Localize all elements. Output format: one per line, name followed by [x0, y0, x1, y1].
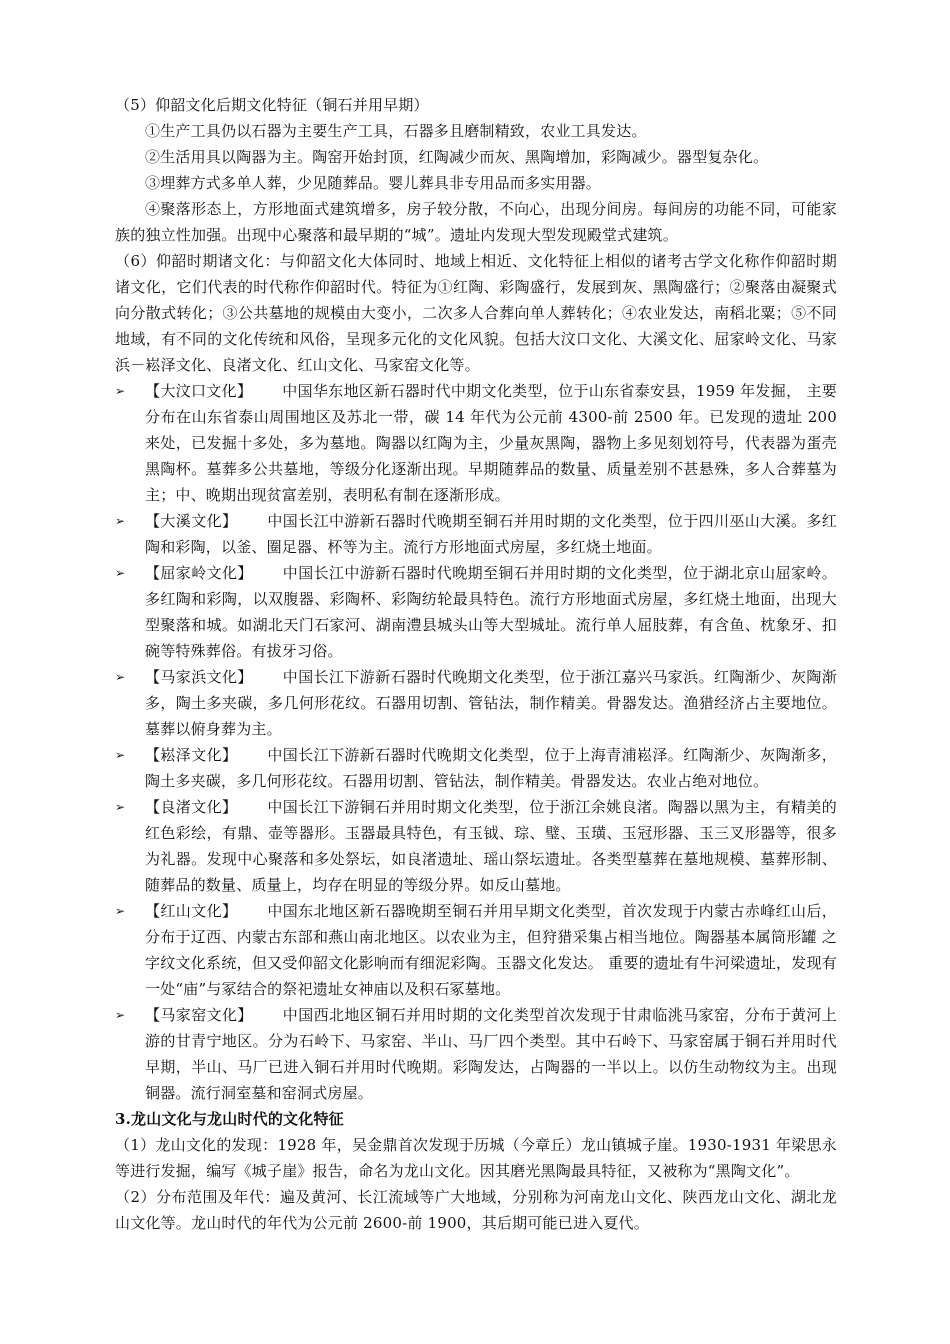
section-5-item: ②生活用具以陶器为主。陶窑开始封顶，红陶减少而灰、黑陶增加，彩陶减少。器型复杂化。: [145, 148, 769, 166]
culture-name: 【大汶口文化】: [145, 382, 253, 400]
arrow-bullet-icon: ➢: [115, 384, 126, 398]
culture-item: [115, 378, 837, 508]
section-5-item: ③埋葬方式多单人葬，少见随葬品。婴儿葬具非专用品而多实用器。: [145, 174, 602, 192]
culture-item: [115, 742, 837, 794]
culture-item: [115, 560, 837, 664]
culture-name: 【崧泽文化】: [145, 746, 238, 764]
culture-description: 中国长江中游新石器时代晚期至铜石并用时期的文化类型，位于湖北京山屈家岭。多红陶和彩陶，以双腹器、彩陶杯、彩陶纺轮最具特色。流行方形地面式房屋，多红烧土地面，出现大型聚落和城。如湖北天门石家河、湖南澧县城头山等大型城址。流行单人屈肢葬，有含鱼、枕象牙、扣碗等特殊葬俗。有拔牙习俗。: [145, 564, 837, 660]
culture-description: 中国长江下游铜石并用时期文化类型，位于浙江余姚良渚。陶器以黑为主，有精美的红色彩绘，有鼎、壶等器形。玉器最具特色，有玉钺、琮、璧、玉璜、玉冠形器、玉三叉形器等，很多为礼器。发现中心聚落和多处祭坛，如良渚遗址、瑶山祭坛遗址。各类型墓葬在墓地规模、墓葬形制、随葬品的数量、质量上，均存在明显的等级分界。如反山墓地。: [145, 798, 838, 894]
arrow-bullet-icon: ➢: [115, 748, 126, 762]
culture-name: 【马家浜文化】: [145, 668, 253, 686]
culture-item: [115, 898, 837, 1002]
culture-description: 中国西北地区铜石并用时期的文化类型首次发现于甘肃临洮马家窑，分布于黄河上游的甘青宁地区。分为石岭下、马家窑、半山、马厂四个类型。其中石岭下、马家窑属于铜石并用时代早期，半山、马厂已进入铜石并用时代晚期。彩陶发达，占陶器的一半以上。以仿生动物纹为主。出现铜器。流行洞室墓和窑洞式房屋。: [145, 1006, 837, 1102]
arrow-bullet-icon: ➢: [115, 514, 126, 528]
culture-name: 【马家窑文化】: [145, 1006, 253, 1024]
section-5-item: ④聚落形态上，方形地面式建筑增多，房子较分散，不向心，出现分间房。每间房的功能不同，可能家族的独立性加强。出现中心聚落和最早期的“城”。遗址内发现大型发现殿堂式建筑。: [115, 200, 837, 244]
arrow-bullet-icon: ➢: [115, 904, 126, 918]
arrow-bullet-icon: ➢: [115, 566, 126, 580]
arrow-bullet-icon: ➢: [115, 800, 126, 814]
culture-name: 【屈家岭文化】: [145, 564, 253, 582]
section-3-paragraph: （1）龙山文化的发现：1928 年，吴金鼎首次发现于历城（今章丘）龙山镇城子崖。1930-1931 年梁思永等进行发掘，编写《城子崖》报告，命名为龙山文化。因其磨光黑陶最具特征，又被称为“黑陶文化”。: [115, 1136, 837, 1180]
culture-item: [115, 794, 837, 898]
section-6-paragraph: （6）仰韶时期诸文化：与仰韶文化大体同时、地域上相近、文化特征上相似的诸考古学文化称作仰韶时期诸文化，它们代表的时代称作仰韶时代。特征为①红陶、彩陶盛行，发展到灰、黑陶盛行；②聚落由凝聚式向分散式转化；③公共墓地的规模由大变小，二次多人合葬向单人葬转化；④农业发达，南稻北粟；⑤不同地域，有不同的文化传统和风俗，呈现多元化的文化风貌。包括大汶口文化、大溪文化、屈家岭文化、马家浜－崧泽文化、良渚文化、红山文化、马家窑文化等。: [115, 252, 837, 374]
culture-item: [115, 1002, 837, 1106]
arrow-bullet-icon: ➢: [115, 670, 126, 684]
section-5-title: （5）仰韶文化后期文化特征（铜石并用早期）: [115, 96, 429, 114]
culture-description: 中国长江中游新石器时代晚期至铜石并用时期的文化类型，位于四川巫山大溪。多红陶和彩陶，以釜、圈足器、杯等为主。流行方形地面式房屋，多红烧土地面。: [145, 512, 838, 556]
section-3-title: 3.龙山文化与龙山时代的文化特征: [115, 1110, 344, 1128]
culture-item: [115, 508, 837, 560]
culture-description: 中国东北地区新石器晚期至铜石并用早期文化类型，首次发现于内蒙古赤峰红山后，分布于辽西、内蒙古东部和燕山南北地区。以农业为主，但狩猎采集占相当地位。陶器基本属筒形罐 之 字纹文化系统，但又受仰韶文化影响而有细泥彩陶。玉器文化发达。 重要的遗址有牛河梁遗址，发现有一处“庙”与冢结合的祭祀遗址女神庙以及积石冢墓地。: [145, 902, 838, 998]
arrow-bullet-icon: ➢: [115, 1008, 126, 1022]
culture-name: 【良渚文化】: [145, 798, 238, 816]
section-5-item: ①生产工具仍以石器为主要生产工具，石器多且磨制精致，农业工具发达。: [145, 122, 647, 140]
culture-name: 【大溪文化】: [145, 512, 238, 530]
document-page: [115, 92, 837, 1236]
culture-name: 【红山文化】: [145, 902, 238, 920]
culture-description: 中国长江下游新石器时代晚期文化类型，位于浙江嘉兴马家浜。红陶渐少、灰陶渐多，陶土多夹碳，多几何形花纹。石器用切割、管钻法，制作精美。骨器发达。渔猎经济占主要地位。墓葬以俯身葬为主。: [145, 668, 837, 738]
section-3-paragraph: （2）分布范围及年代：遍及黄河、长江流域等广大地域，分别称为河南龙山文化、陕西龙山文化、湖北龙山文化等。龙山时代的年代为公元前 2600-前 1900，其后期可能已进入夏代。: [115, 1188, 837, 1232]
culture-description: 中国长江下游新石器时代晚期文化类型，位于上海青浦崧泽。红陶渐少、灰陶渐多，陶土多夹碳，多几何形花纹。石器用切割、管钻法，制作精美。骨器发达。农业占绝对地位。: [145, 746, 838, 790]
culture-description: 中国华东地区新石器时代中期文化类型，位于山东省泰安县，1959 年发掘， 主要分布在山东省泰山周围地区及苏北一带，碳 14 年代为公元前 4300-前 2500 年。已发现的遗址 200 来处，已发掘十多处，多为墓地。陶器以红陶为主，少量灰黑陶，器物上多见刻划符号，代表器为蛋壳黑陶杯。墓葬多公共墓地，等级分化逐渐出现。早期随葬品的数量、质量差别不甚悬殊，多人合葬墓为主；中、晚期出现贫富差别，表明私有制在逐渐形成。: [145, 382, 838, 504]
culture-item: [115, 664, 837, 742]
